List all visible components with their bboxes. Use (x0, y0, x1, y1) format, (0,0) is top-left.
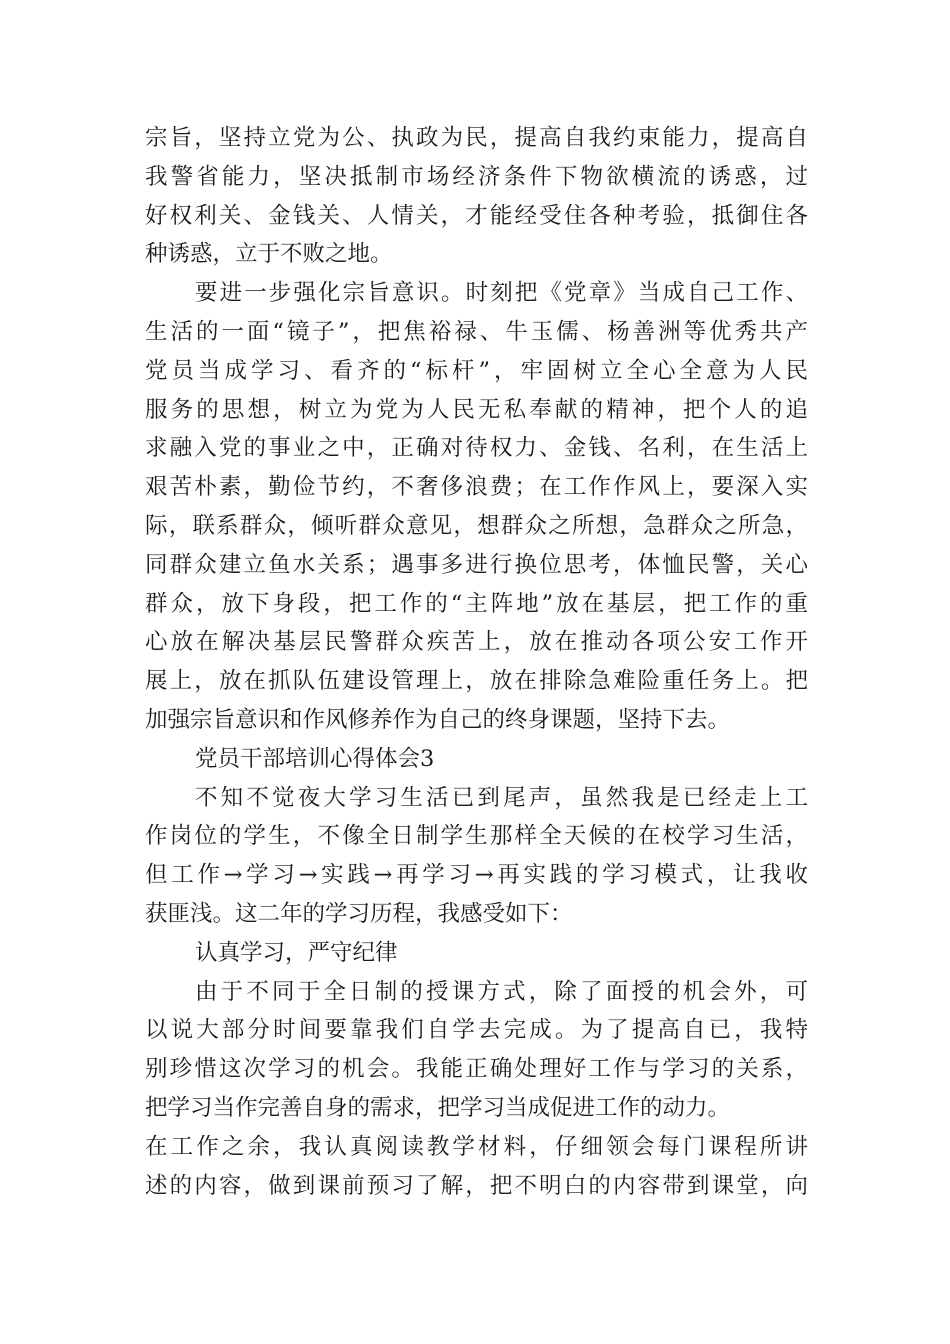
text-line: 际，联系群众，倾听群众意见，想群众之所想，急群众之所急， (145, 512, 808, 539)
text-line: 生活的一面“镜子”，把焦裕禄、牛玉儒、杨善洲等优秀共产 (145, 318, 808, 345)
text-line: 心放在解决基层民警群众疾苦上，放在推动各项公安工作开 (145, 629, 808, 656)
text-line: 宗旨，坚持立党为公、执政为民，提高自我约束能力，提高自 (145, 125, 808, 151)
text-line: 作岗位的学生，不像全日制学生那样全天候的在校学习生活， (145, 823, 808, 850)
text-line: 加强宗旨意识和作风修养作为自己的终身课题，坚持下去。 (145, 706, 731, 733)
text-line: 获匪浅。这二年的学习历程，我感受如下： (145, 900, 573, 927)
section-heading: 党员干部培训心得体会3 (195, 745, 435, 772)
text-line: 述的内容，做到课前预习了解，把不明白的内容带到课堂，向 (145, 1172, 808, 1199)
text-line: 同群众建立鱼水关系；遇事多进行换位思考，体恤民警，关心 (145, 551, 808, 578)
text-line: 我警省能力，坚决抵制市场经济条件下物欲横流的诱惑，过 (145, 163, 808, 190)
document-body (145, 119, 808, 1205)
text-line: 群众，放下身段，把工作的“主阵地”放在基层，把工作的重 (145, 590, 808, 617)
text-line: 艰苦朴素，勤俭节约，不奢侈浪费；在工作作风上，要深入实 (145, 474, 808, 501)
text-line: 由于不同于全日制的授课方式，除了面授的机会外，可 (195, 978, 808, 1005)
text-line: 但工作→学习→实践→再学习→再实践的学习模式，让我收 (145, 862, 808, 889)
text-line: 展上，放在抓队伍建设管理上，放在排除急难险重任务上。把 (145, 668, 808, 695)
text-line: 党员当成学习、看齐的“标杆”，牢固树立全心全意为人民 (145, 357, 808, 384)
section-subheading: 认真学习，严守纪律 (195, 939, 398, 966)
text-line: 服务的思想，树立为党为人民无私奉献的精神，把个人的追 (145, 396, 808, 423)
text-line: 把学习当作完善自身的需求，把学习当成促进工作的动力。 (145, 1094, 731, 1121)
text-line: 别珍惜这次学习的机会。我能正确处理好工作与学习的关系， (145, 1056, 808, 1083)
text-line: 种诱惑，立于不败之地。 (145, 241, 393, 268)
text-line: 要进一步强化宗旨意识。时刻把《党章》当成自己工作、 (195, 280, 808, 307)
text-line: 以说大部分时间要靠我们自学去完成。为了提高自已，我特 (145, 1017, 808, 1044)
text-line: 在工作之余，我认真阅读教学材料，仔细领会每门课程所讲 (145, 1133, 808, 1160)
text-line: 好权利关、金钱关、人情关，才能经受住各种考验，抵御住各 (145, 202, 808, 229)
text-line: 不知不觉夜大学习生活已到尾声，虽然我是已经走上工 (195, 784, 808, 811)
text-line: 求融入党的事业之中，正确对待权力、金钱、名利，在生活上 (145, 435, 808, 462)
